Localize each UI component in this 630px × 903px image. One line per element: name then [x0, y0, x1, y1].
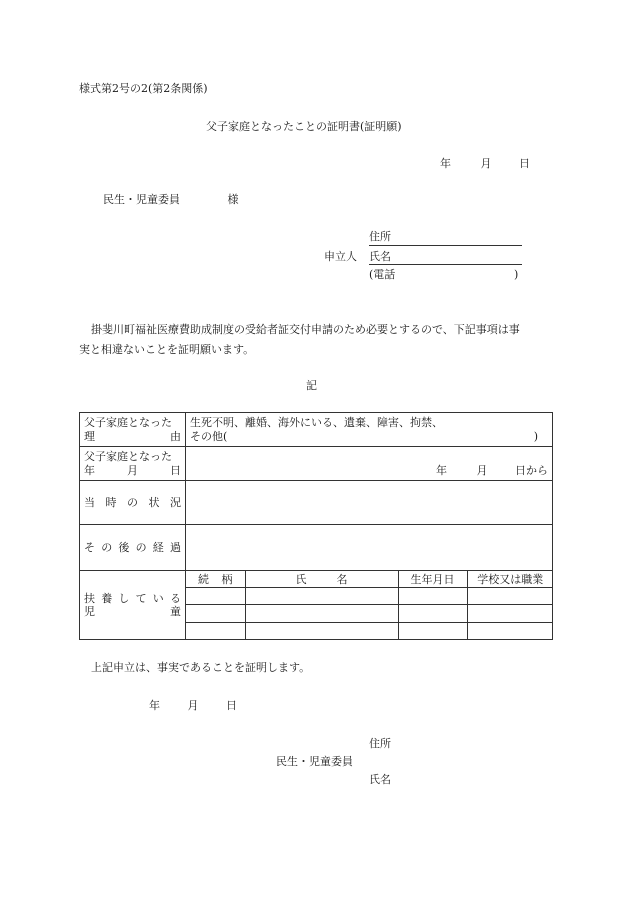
reason-value[interactable]: [186, 413, 553, 447]
children-entry-row: [186, 622, 553, 639]
addressee-honorific: 様: [227, 193, 239, 206]
date-value-text: 年 月 日から: [436, 464, 548, 477]
header-relation: 続 柄: [186, 571, 245, 588]
applicant-name-line: [369, 264, 522, 265]
date-label: [80, 447, 186, 481]
progress-label-chars: そ の 後 の 経 過: [84, 541, 181, 554]
children-label-line2: 児 童: [84, 605, 181, 618]
addressee: [103, 193, 239, 207]
reason-row: [80, 413, 553, 447]
header-school-occupation: 学校又は職業: [467, 571, 553, 588]
date-bottom-year: 年: [149, 699, 160, 712]
date-bottom-month: 月: [187, 699, 199, 712]
certifier-address-label: 住所: [369, 737, 391, 750]
body-text-line1: 掛斐川町福祉医療費助成制度の受給者証交付申請のため必要とするので、下記事項は事: [91, 323, 520, 336]
situation-label-chars: 当 時 の 状 況: [84, 496, 181, 509]
reason-label: [80, 413, 186, 447]
certifier-name-label: 氏名: [369, 773, 391, 786]
applicant-address-label: 住所: [369, 230, 391, 243]
document-title: 父子家庭となったことの証明書(証明願): [206, 120, 402, 133]
child1-relation[interactable]: [186, 588, 245, 605]
reason-other: [190, 430, 548, 444]
date-top: [440, 157, 530, 171]
date-label-line1: 父子家庭となった: [84, 450, 172, 463]
child2-name[interactable]: [245, 605, 398, 622]
date-top-day: 日: [519, 157, 530, 170]
applicant-name-label: 氏名: [369, 250, 391, 263]
reason-other-open: その他(: [190, 429, 228, 443]
situation-value[interactable]: [186, 481, 553, 525]
applicant-label: 申立人: [324, 250, 357, 263]
children-subtable-cell: [186, 571, 553, 640]
date-value[interactable]: [186, 447, 553, 481]
situation-row: [80, 481, 553, 525]
date-row: [80, 447, 553, 481]
child1-birthdate[interactable]: [398, 588, 467, 605]
header-name: 氏 名: [245, 571, 398, 588]
child2-relation[interactable]: [186, 605, 245, 622]
reason-label-line1: 父子家庭となった: [84, 416, 172, 429]
children-entry-row: [186, 588, 553, 605]
progress-value[interactable]: [186, 525, 553, 571]
child3-name[interactable]: [245, 622, 398, 639]
child1-school[interactable]: [467, 588, 553, 605]
date-bottom: [149, 699, 237, 713]
child2-birthdate[interactable]: [398, 605, 467, 622]
child2-school[interactable]: [467, 605, 553, 622]
children-label: [80, 571, 186, 640]
situation-label: [80, 481, 186, 525]
progress-row: [80, 525, 553, 571]
form-number: 様式第2号の2(第2条関係): [79, 82, 208, 95]
children-entry-row: [186, 605, 553, 622]
children-row: [80, 571, 553, 640]
details-table: [79, 412, 553, 640]
child3-birthdate[interactable]: [398, 622, 467, 639]
header-birthdate: 生年月日: [398, 571, 467, 588]
date-bottom-day: 日: [226, 699, 237, 712]
child3-school[interactable]: [467, 622, 553, 639]
certification-text: 上記申立は、事実であることを証明します。: [91, 661, 311, 674]
reason-label-line2: 理 由: [84, 430, 181, 443]
body-text-line2: 実と相違ないことを証明願います。: [79, 343, 255, 356]
addressee-label: 民生・児童委員: [103, 193, 180, 206]
date-top-month: 月: [480, 157, 492, 170]
children-label-line1: 扶 養 し て い る: [84, 592, 181, 605]
children-subtable: [186, 571, 553, 639]
applicant-phone-open: (電話: [369, 268, 396, 281]
date-top-year: 年: [440, 157, 451, 170]
certifier-role: 民生・児童委員: [276, 755, 353, 768]
reason-options: 生死不明、離婚、海外にいる、遺棄、障害、拘禁、: [190, 415, 443, 429]
child1-name[interactable]: [245, 588, 398, 605]
date-label-line2: 年 月 日: [84, 464, 181, 477]
applicant-address-line: [369, 245, 522, 246]
ki-heading: 記: [306, 379, 317, 392]
applicant-phone-close: ): [514, 268, 519, 281]
child3-relation[interactable]: [186, 622, 245, 639]
progress-label: [80, 525, 186, 571]
children-header-row: [186, 571, 553, 588]
reason-other-close: ): [533, 429, 538, 443]
